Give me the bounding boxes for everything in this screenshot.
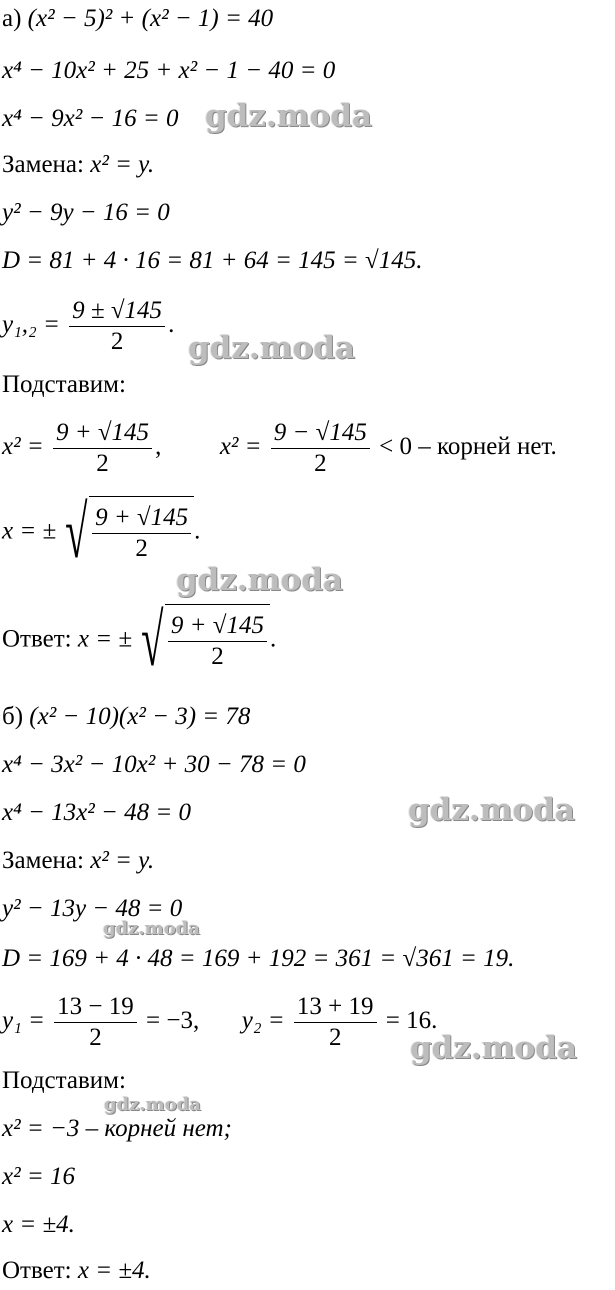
line-a6: D = 81 + 4 · 16 = 81 + 64 = 145 = √145. (2, 247, 423, 274)
line-a11: Ответ: x = ± √ $\frac{9 + √145}{2}$ . (2, 600, 277, 682)
fraction-root (92, 503, 191, 564)
fraction-denominator: 2 (135, 535, 148, 562)
fraction-numerator: 9 + √145 (168, 611, 267, 642)
line-b5: y² − 13y − 48 = 0 (2, 895, 183, 922)
answer-word: Ответ: (2, 1257, 72, 1284)
y2-result: = 16. (385, 1007, 438, 1035)
answer-expr: x = ±4. (77, 1257, 151, 1284)
line-a5: y² − 9y − 16 = 0 (2, 199, 170, 226)
answer-word: Ответ: (2, 625, 72, 653)
y1-label: y₁ = (2, 1007, 45, 1035)
fraction-numerator: 13 + 19 (294, 992, 377, 1023)
fraction-minus (271, 418, 370, 479)
watermark: gdz.moda (176, 562, 343, 598)
line-a7: y₁,₂ = $\frac{9 \pm √145}{2}$ . (2, 297, 175, 355)
watermark: gdz.moda (410, 1030, 577, 1066)
line-a2: x⁴ − 10x² + 25 + x² − 1 − 40 = 0 (2, 57, 336, 84)
fraction-y1 (54, 992, 137, 1053)
line-a10: x = ± √ $\frac{9 + √145}{2}$ . (2, 492, 201, 574)
watermark: gdz.moda (408, 792, 575, 828)
part-b-label: б) (2, 703, 24, 730)
substitution-expr: x² = y. (90, 151, 155, 178)
line-b4 (2, 846, 154, 876)
line-a8: Подставим: (2, 371, 126, 398)
equation-b1: (x² − 10)(x² − 3) = 78 (29, 703, 251, 730)
x2-label-minus: x² = (219, 433, 262, 461)
line-b7 (2, 992, 437, 1053)
y12-label: y₁,₂ = (2, 311, 60, 339)
x-label: x = ± (2, 517, 57, 545)
fraction-numerator: 9 + √145 (92, 503, 191, 534)
watermark: gdz.moda (103, 918, 200, 939)
x-label: x = ± (77, 625, 133, 653)
line-b3: x⁴ − 13x² − 48 = 0 (2, 799, 191, 826)
line-b6: D = 169 + 4 · 48 = 169 + 192 = 361 = √361 = 19. (2, 945, 515, 972)
substitution-word: Замена: (2, 847, 84, 874)
x2-label-plus: x² = (2, 433, 44, 461)
fraction-numerator: 9 + √145 (53, 418, 152, 449)
line-a1 (2, 4, 273, 34)
radical-sign: √ (65, 492, 88, 574)
line-b11: x = ±4. (2, 1211, 75, 1238)
part-a-label: а) (2, 5, 22, 32)
fraction-y12 (69, 296, 165, 357)
no-roots-note: < 0 – корней нет. (379, 433, 557, 461)
fraction-denominator: 2 (89, 1024, 102, 1051)
line-b1 (2, 702, 250, 732)
root-expression (138, 600, 270, 682)
fraction-denominator: 2 (211, 643, 224, 670)
substitution-word: Замена: (2, 151, 84, 178)
line-a3: x⁴ − 9x² − 16 = 0 (2, 105, 179, 132)
watermark: gdz.moda (188, 330, 355, 366)
y1-result: = −3, (146, 1007, 200, 1035)
fraction-numerator: 9 ± √145 (69, 296, 165, 327)
line-a9: x² = $\frac{9 + √145}{2}$ , x² = $\frac{9 - √145}{2}$ < 0 – корней нет. (2, 419, 557, 477)
fraction-denominator: 2 (110, 328, 124, 355)
y2-label: y₂ = (241, 1007, 285, 1035)
line-b2: x⁴ − 3x² − 10x² + 30 − 78 = 0 (2, 751, 306, 778)
fraction-numerator: 13 − 19 (54, 992, 137, 1023)
line-a4 (2, 150, 154, 180)
root-expression (62, 492, 194, 574)
fraction-y2 (294, 992, 377, 1053)
radical-sign: √ (141, 600, 164, 682)
fraction-denominator: 2 (328, 1024, 342, 1051)
line-b10: x² = 16 (2, 1163, 75, 1190)
fraction-denominator: 2 (96, 450, 109, 477)
line-b12 (2, 1256, 151, 1286)
equation-a1: (x² − 5)² + (x² − 1) = 40 (27, 5, 274, 32)
watermark: gdz.moda (205, 98, 372, 134)
fraction-root (168, 611, 267, 672)
watermark: gdz.moda (104, 1094, 201, 1115)
line-b8: Подставим: (2, 1067, 126, 1094)
fraction-denominator: 2 (314, 450, 327, 477)
substitution-expr: x² = y. (90, 847, 155, 874)
line-b9: x² = −3 – корней нет; (2, 1115, 232, 1142)
fraction-numerator: 9 − √145 (271, 418, 370, 449)
fraction-plus (53, 418, 152, 479)
